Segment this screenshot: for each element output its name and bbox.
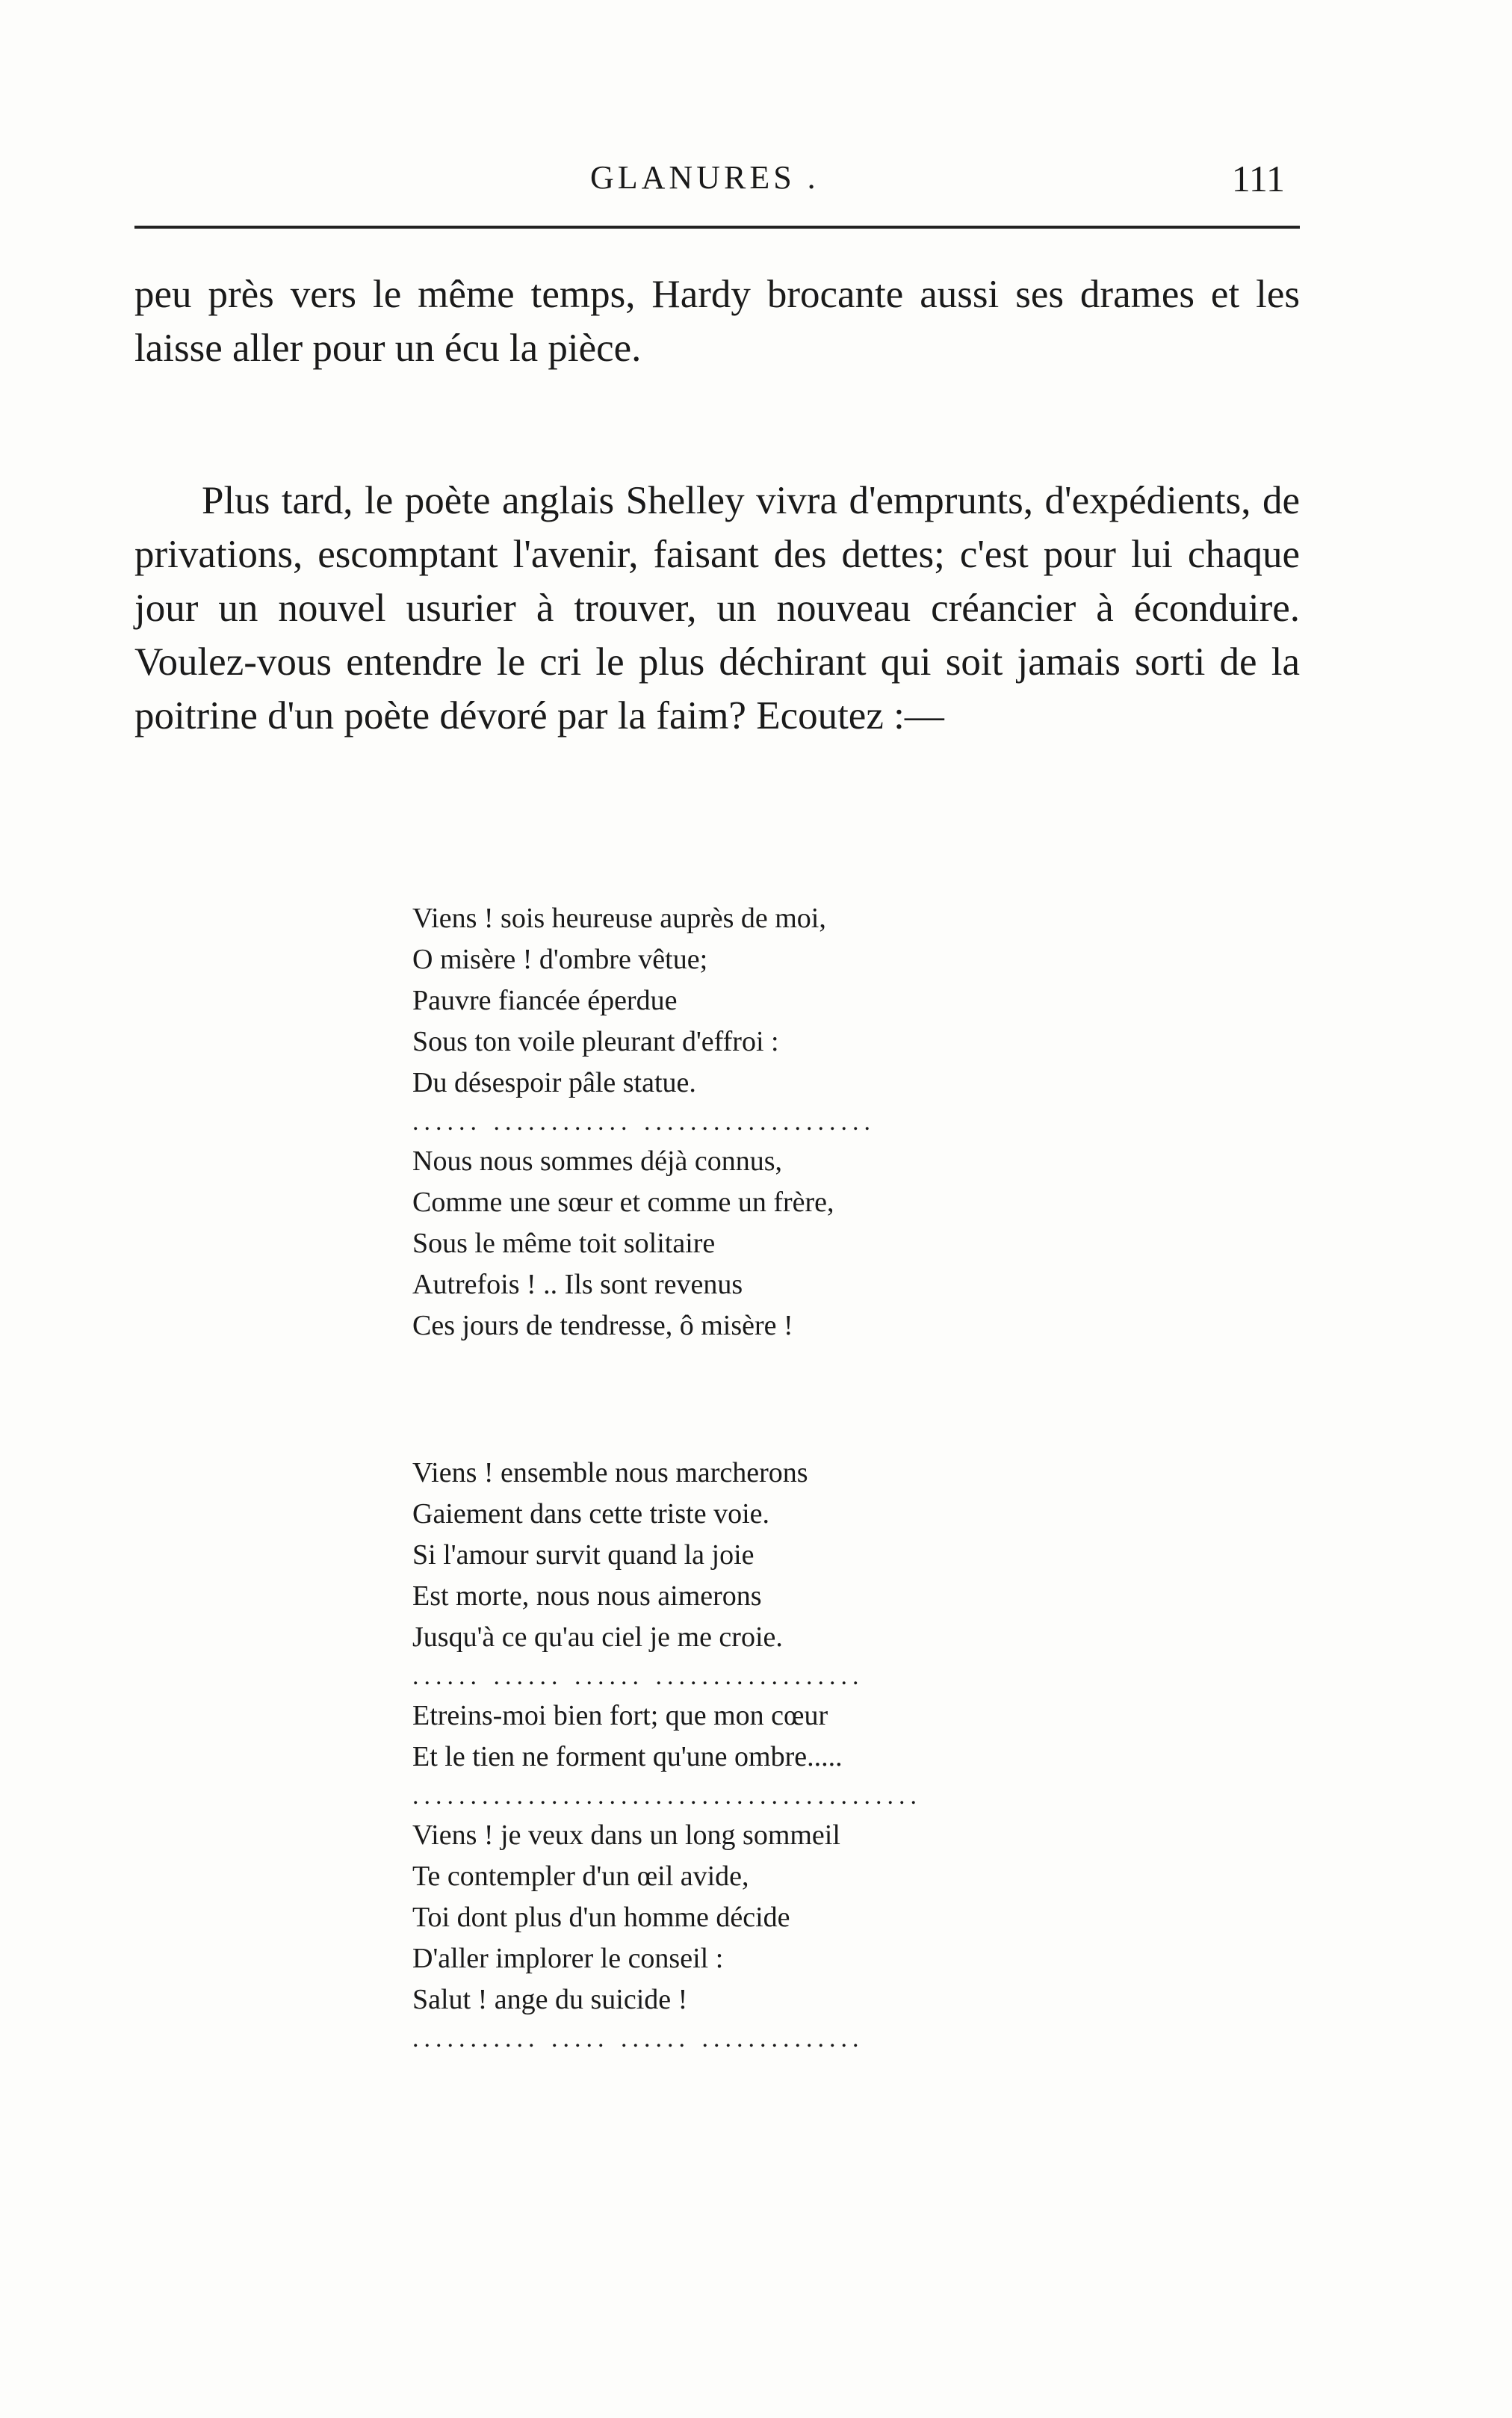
stanza <box>412 1695 1010 1778</box>
running-title: GLANURES . <box>590 159 819 196</box>
verse-line: Autrefois ! .. Ils sont revenus <box>412 1269 743 1300</box>
verse-line: D'aller implorer le conseil : <box>412 1943 724 1974</box>
verse-line: Sous le même toit solitaire <box>412 1228 716 1259</box>
verse-line: Et le tien ne forment qu'une ombre..... <box>412 1741 843 1772</box>
verse-line: Du désespoir pâle statue. <box>412 1067 696 1098</box>
verse-line: Salut ! ange du suicide ! <box>412 1984 688 2015</box>
page-number: 111 <box>1231 158 1285 200</box>
verse-line: O misère ! d'ombre vêtue; <box>412 944 708 975</box>
verse-line: Si l'amour survit quand la joie <box>412 1539 755 1571</box>
ellipsis-row: ...... ...... ...... .................. <box>412 1663 864 1690</box>
poem-part-1 <box>412 898 1010 1346</box>
stanza <box>412 1453 1010 1658</box>
ellipsis-row: ...... ............ .................... <box>412 1108 876 1136</box>
paragraph-continuation: peu près vers le même temps, Hardy brocante aussi ses drames et les laisse aller pour un écu la pièce. <box>134 273 1300 370</box>
verse-line: Comme une sœur et comme un frère, <box>412 1187 834 1218</box>
ellipsis-row: ............................................ <box>412 1782 922 1810</box>
verse-line: Etreins-moi bien fort; que mon cœur <box>412 1700 828 1731</box>
verse-line: Viens ! sois heureuse auprès de moi, <box>412 903 826 934</box>
stanza <box>412 1815 1010 2020</box>
verse-line: Nous nous sommes déjà connus, <box>412 1145 783 1177</box>
verse-line: Te contempler d'un œil avide, <box>412 1861 749 1892</box>
verse-line: Pauvre fiancée éperdue <box>412 985 678 1016</box>
verse-line: Ces jours de tendresse, ô misère ! <box>412 1310 793 1341</box>
verse-line: Gaiement dans cette triste voie. <box>412 1498 769 1530</box>
paragraph-shelley: Plus tard, le poète anglais Shelley vivra d'emprunts, d'expédients, de privations, escomptant l'avenir, faisant des dettes; c'est pour lui chaque jour un nouvel usurier à trouver, un nouveau créancier à éconduire. Voulez-vous entendre le cri le plus déchirant qui soit jamais sorti de la poitrine d'un poète dévoré par la faim? Ecoutez :— <box>134 479 1300 738</box>
verse-line: Viens ! ensemble nous marcherons <box>412 1457 808 1488</box>
ellipsis-row: ........... ..... ...... .............. <box>412 2025 864 2053</box>
stanza <box>412 1141 1010 1346</box>
verse-line: Jusqu'à ce qu'au ciel je me croie. <box>412 1621 783 1653</box>
verse-line: Viens ! je veux dans un long sommeil <box>412 1819 840 1851</box>
stanza <box>412 898 1010 1104</box>
header-rule <box>134 226 1300 229</box>
verse-line: Est morte, nous nous aimerons <box>412 1580 762 1612</box>
running-head <box>134 149 1300 209</box>
verse-line: Sous ton voile pleurant d'effroi : <box>412 1026 779 1057</box>
poem-part-2 <box>412 1453 1010 2058</box>
verse-line: Toi dont plus d'un homme décide <box>412 1902 790 1933</box>
